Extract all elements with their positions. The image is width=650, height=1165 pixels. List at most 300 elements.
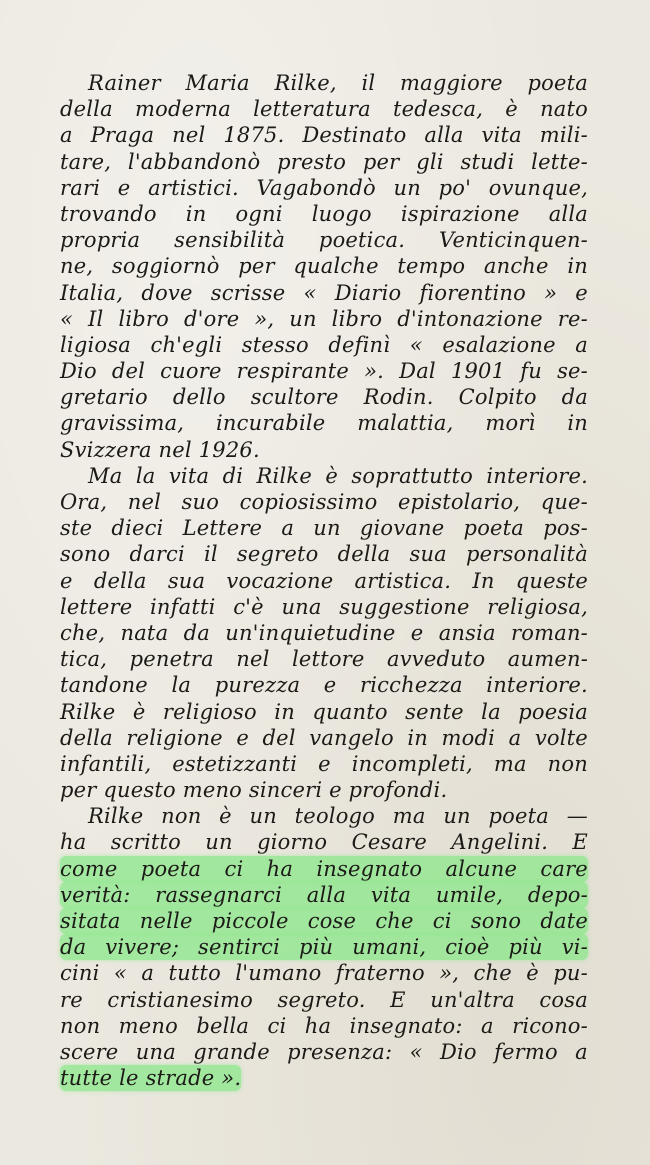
word: trovando — [60, 201, 157, 226]
word: suggestione — [339, 594, 470, 619]
word: Angelini. — [451, 830, 549, 855]
word: teologo — [294, 804, 376, 829]
word: infantili, — [60, 751, 152, 776]
word: Rilke — [256, 463, 312, 488]
word: Dio — [60, 359, 97, 384]
word: meno — [118, 1013, 178, 1038]
word: Rainer — [88, 71, 161, 95]
word: in — [567, 254, 588, 279]
highlight-mark — [60, 934, 588, 960]
word: un — [249, 804, 277, 829]
word: e — [236, 725, 249, 750]
highlight-mark: tutte le strade ». — [60, 1066, 242, 1091]
word: poeta — [140, 856, 202, 881]
word: letteratura — [253, 97, 371, 122]
word: vita — [168, 463, 210, 488]
word: Vagabondò — [256, 175, 376, 200]
word: fu — [520, 359, 542, 384]
word: Italia, — [60, 280, 124, 305]
word: da — [561, 385, 588, 410]
word: dieci — [111, 516, 164, 541]
word: cose — [307, 909, 357, 933]
text-line — [60, 646, 588, 672]
word: a — [281, 516, 295, 541]
word: vangelo — [309, 725, 394, 750]
word: dove — [141, 280, 193, 305]
word: luogo — [311, 201, 372, 226]
text-line — [60, 253, 588, 279]
text-line: per questo meno sinceri e profondi. — [60, 778, 448, 803]
word: personalità — [465, 542, 588, 567]
word: morì — [485, 411, 536, 436]
word: avveduto — [387, 647, 486, 672]
word: la — [171, 673, 192, 698]
text-line — [60, 1013, 588, 1039]
word: cosa — [539, 987, 588, 1012]
text-line — [60, 594, 588, 620]
word: ci — [224, 856, 244, 881]
word: esalazione — [442, 332, 556, 357]
word: non — [547, 751, 588, 776]
text-line — [60, 410, 588, 436]
text-line — [60, 201, 588, 227]
word: Ora, — [60, 490, 108, 514]
word: tutto — [168, 961, 221, 986]
word: alla — [548, 201, 588, 226]
word: vita — [481, 123, 522, 148]
word: re — [60, 987, 83, 1012]
word: segreto — [236, 542, 319, 567]
word: è — [526, 961, 539, 986]
word: dello — [172, 385, 226, 410]
word: qualche — [293, 254, 379, 279]
word: soprattutto — [351, 463, 473, 488]
word: copiosissimo — [239, 490, 378, 514]
word: stesso — [241, 332, 309, 357]
word: poeta — [488, 804, 549, 829]
word: incompleti, — [351, 751, 473, 776]
word: nel — [236, 647, 270, 672]
word: E — [390, 987, 406, 1012]
text-line — [60, 829, 588, 855]
word: per — [362, 149, 400, 174]
word: aumen- — [507, 647, 588, 672]
word: Diario — [334, 280, 402, 305]
word: ha — [304, 1013, 332, 1038]
word: artistici. — [148, 175, 239, 200]
word: ha — [60, 830, 87, 855]
word: insegnato — [316, 856, 423, 881]
word: il — [204, 542, 218, 567]
text-line — [60, 306, 588, 332]
text-line — [60, 515, 588, 541]
word: ch'egli — [150, 332, 223, 357]
word: fermo — [494, 1039, 558, 1064]
word: modi — [441, 725, 496, 750]
word: Destinato — [302, 123, 407, 148]
word: nelle — [139, 909, 193, 933]
word: non — [60, 1013, 101, 1038]
word: e — [117, 175, 131, 200]
word: nel — [127, 490, 162, 514]
word: Venticinquen- — [439, 228, 588, 253]
word: purezza — [214, 673, 301, 698]
word: religioso — [162, 699, 257, 724]
text-line: Svizzera nel 1926. — [60, 437, 260, 462]
word: è — [325, 463, 338, 488]
word: rari — [60, 175, 101, 200]
word: religiosa, — [487, 594, 588, 619]
word: malattia, — [357, 411, 454, 436]
word: un'altra — [430, 987, 515, 1012]
text-line — [60, 568, 588, 594]
word: « — [113, 961, 127, 986]
word: interiore. — [486, 673, 588, 698]
word: che — [375, 909, 414, 933]
text-line — [60, 384, 588, 410]
text-line — [60, 227, 588, 253]
word: interiore. — [486, 463, 588, 488]
word: in — [407, 725, 428, 750]
word: più — [298, 935, 334, 960]
word: il — [361, 71, 376, 95]
word: « — [60, 306, 74, 331]
word: se- — [557, 359, 588, 384]
word: « — [409, 332, 423, 357]
text-line — [60, 280, 588, 306]
text-line — [60, 987, 588, 1013]
word: depo- — [527, 882, 588, 907]
word: giovane — [359, 516, 445, 541]
word: poetica. — [318, 228, 406, 253]
word: umani, — [352, 935, 427, 960]
word: sua — [409, 542, 447, 567]
word: ligiosa — [60, 332, 131, 357]
word: alcune — [445, 856, 518, 881]
word: Ma — [88, 463, 123, 488]
word: da — [183, 620, 210, 645]
word: ma — [392, 804, 426, 829]
word: quanto — [312, 699, 388, 724]
word: cioè — [445, 935, 490, 960]
text-line — [60, 70, 588, 96]
word: sono — [470, 909, 522, 933]
text-line — [60, 358, 588, 384]
text-line — [60, 960, 588, 986]
text-line — [60, 332, 588, 358]
word: come — [60, 856, 118, 881]
word: libro — [118, 306, 170, 331]
word: l'umano — [235, 961, 322, 986]
word: epistolario, — [398, 490, 521, 514]
word: artistica. — [354, 568, 452, 593]
word: sente — [405, 699, 464, 724]
text-line-highlighted — [60, 1065, 588, 1091]
word: segreto. — [277, 987, 366, 1012]
text-line — [60, 803, 588, 829]
word: del — [262, 725, 296, 750]
word: ste — [60, 516, 93, 541]
word: lettore — [292, 647, 365, 672]
word: la — [135, 463, 156, 488]
word: del — [111, 359, 146, 384]
word: propria — [60, 228, 141, 253]
word: che — [473, 961, 512, 986]
word: ispirazione — [400, 201, 520, 226]
word: respirante — [236, 359, 350, 384]
word: date — [540, 909, 588, 933]
word: un — [205, 830, 233, 855]
word: più — [508, 935, 543, 960]
word: nel — [172, 123, 206, 148]
word: Dio — [439, 1039, 477, 1064]
word: maggiore — [400, 71, 503, 95]
word: un'inquietudine — [225, 620, 396, 645]
word: libro — [331, 306, 383, 331]
word: della — [60, 97, 113, 122]
word: ». — [364, 359, 385, 384]
word: c'è — [233, 594, 264, 619]
text-line — [60, 699, 588, 725]
word: un — [393, 175, 421, 200]
highlight-mark — [60, 908, 588, 934]
word: infatti — [150, 594, 216, 619]
word: studi — [460, 149, 515, 174]
word: darci — [129, 542, 185, 567]
word: E — [572, 830, 588, 855]
text-line — [60, 489, 588, 515]
word: Rilke — [60, 699, 116, 724]
word: giorno — [257, 830, 328, 855]
word: 1901 — [450, 359, 506, 384]
word: umile, — [435, 882, 504, 907]
word: una — [281, 594, 322, 619]
word: alla — [306, 882, 347, 907]
word: care — [540, 856, 588, 881]
text-body — [60, 70, 588, 1091]
word: cristianesimo — [107, 987, 253, 1012]
word: a — [481, 1013, 494, 1038]
word: e — [318, 751, 331, 776]
word: un — [443, 804, 471, 829]
word: Il — [88, 306, 104, 331]
word: scere — [60, 1039, 119, 1064]
word: suo — [181, 490, 220, 514]
word: a — [575, 332, 588, 357]
word: pu- — [553, 961, 588, 986]
word: tempo — [397, 254, 466, 279]
word: Colpito — [458, 385, 537, 410]
word: Rilke, — [274, 71, 337, 95]
text-line-highlighted — [60, 1039, 588, 1065]
word: in — [185, 201, 207, 226]
word: lette- — [531, 149, 588, 174]
word: » — [544, 280, 558, 305]
word: po' — [438, 175, 472, 200]
word: mili- — [539, 123, 588, 148]
word: in — [567, 411, 588, 436]
word: tedesca, — [393, 97, 484, 122]
word: Rodin. — [363, 385, 434, 410]
word: a — [508, 725, 522, 750]
word: poesia — [518, 699, 588, 724]
word: da — [60, 935, 87, 960]
word: vivere; — [105, 935, 180, 960]
word: volte — [534, 725, 588, 750]
word: roman- — [511, 620, 588, 645]
word: gravissima, — [60, 411, 185, 436]
text-line-highlighted — [60, 934, 588, 960]
word: e — [575, 280, 588, 305]
word: sensibilità — [174, 228, 286, 253]
word: tica, — [60, 647, 108, 672]
word: cini — [60, 961, 100, 986]
word: scultore — [250, 385, 339, 410]
word: que- — [540, 490, 588, 514]
word: della — [60, 725, 113, 750]
word: poeta — [527, 71, 588, 95]
word: è — [219, 804, 232, 829]
word: vita — [370, 882, 412, 907]
word: tandone — [60, 673, 148, 698]
paragraph-angelini-quote — [60, 803, 588, 1091]
word: la — [481, 699, 501, 724]
word: ovunque, — [488, 175, 588, 200]
word: Rilke — [88, 804, 144, 829]
word: ricchezza — [360, 673, 463, 698]
word: vi- — [561, 935, 588, 960]
word: poeta — [463, 516, 525, 541]
highlight-mark — [60, 856, 588, 882]
text-line — [60, 620, 588, 646]
word: anche — [483, 254, 549, 279]
word: fiorentino — [419, 280, 526, 305]
word: — — [566, 804, 588, 829]
word: a — [60, 123, 73, 148]
word: Cesare — [351, 830, 428, 855]
text-line — [60, 122, 588, 148]
word: ricono- — [512, 1013, 588, 1038]
word: ma — [493, 751, 527, 776]
word: ansia — [438, 620, 496, 645]
word: cuore — [160, 359, 222, 384]
word: bella — [196, 1013, 250, 1038]
word: « — [303, 280, 317, 305]
word: nato — [540, 97, 588, 122]
word: estetizzanti — [172, 751, 298, 776]
word: presto — [277, 149, 347, 174]
word: presenza: — [287, 1039, 393, 1064]
word: rassegnarci — [155, 882, 282, 907]
word: religione — [126, 725, 223, 750]
word: l'abbandonò — [127, 149, 261, 174]
word: per — [238, 254, 275, 279]
word: della — [337, 542, 391, 567]
word: che, — [60, 620, 106, 645]
text-line-highlighted — [60, 882, 588, 908]
word: d'ore — [184, 306, 240, 331]
text-line — [60, 672, 588, 698]
word: sua — [167, 568, 206, 593]
word: e — [410, 620, 424, 645]
word: gretario — [60, 385, 148, 410]
word: moderna — [135, 97, 231, 122]
word: d'intonazione — [397, 306, 543, 331]
text-line — [60, 149, 588, 175]
word: un — [313, 516, 341, 541]
word: gli — [416, 149, 444, 174]
word: a — [575, 1039, 588, 1064]
word: grande — [193, 1039, 270, 1064]
text-line-highlighted — [60, 908, 588, 934]
word: Lettere — [182, 516, 263, 541]
word: soggiornò — [111, 254, 220, 279]
word: 1875. — [223, 123, 285, 148]
word: Maria — [185, 71, 250, 95]
word: definì — [328, 332, 391, 357]
word: « — [409, 1039, 423, 1064]
word: sentirci — [198, 935, 281, 960]
word: sitata — [60, 909, 121, 933]
word: alla — [424, 123, 464, 148]
highlight-mark — [60, 882, 588, 908]
word: di — [222, 463, 244, 488]
word: scrisse — [210, 280, 286, 305]
word: fraterno — [335, 961, 425, 986]
word: ci — [432, 909, 452, 933]
word: nata — [120, 620, 169, 645]
word: un — [289, 306, 317, 331]
word: Praga — [90, 123, 155, 148]
word: è — [505, 97, 518, 122]
word: insegnato: — [349, 1013, 463, 1038]
paragraph-biography — [60, 70, 588, 463]
text-line — [60, 541, 588, 567]
text-line — [60, 96, 588, 122]
word: re- — [557, 306, 588, 331]
word: a — [141, 961, 155, 986]
word: In — [472, 568, 495, 593]
word: », — [254, 306, 275, 331]
text-line — [60, 751, 588, 777]
word: ogni — [235, 201, 283, 226]
word: queste — [515, 568, 588, 593]
word: non — [161, 804, 202, 829]
word: Dal — [399, 359, 436, 384]
word: una — [135, 1039, 176, 1064]
word: sono — [60, 542, 111, 567]
word: della — [93, 568, 147, 593]
word: », — [439, 961, 460, 986]
word: ha — [266, 856, 294, 881]
text-line — [60, 725, 588, 751]
word: è — [132, 699, 146, 724]
text-line — [60, 175, 588, 201]
word: in — [274, 699, 295, 724]
text-line-highlighted — [60, 856, 588, 882]
word: ci — [267, 1013, 287, 1038]
word: e — [323, 673, 337, 698]
paragraph-letters — [60, 463, 588, 803]
word: e — [60, 568, 73, 593]
word: tare, — [60, 149, 112, 174]
word: penetra — [129, 647, 214, 672]
word: lettere — [60, 594, 133, 619]
word: piccole — [211, 909, 289, 933]
word: pos- — [543, 516, 588, 541]
word: verità: — [60, 882, 131, 907]
word: scritto — [110, 830, 181, 855]
